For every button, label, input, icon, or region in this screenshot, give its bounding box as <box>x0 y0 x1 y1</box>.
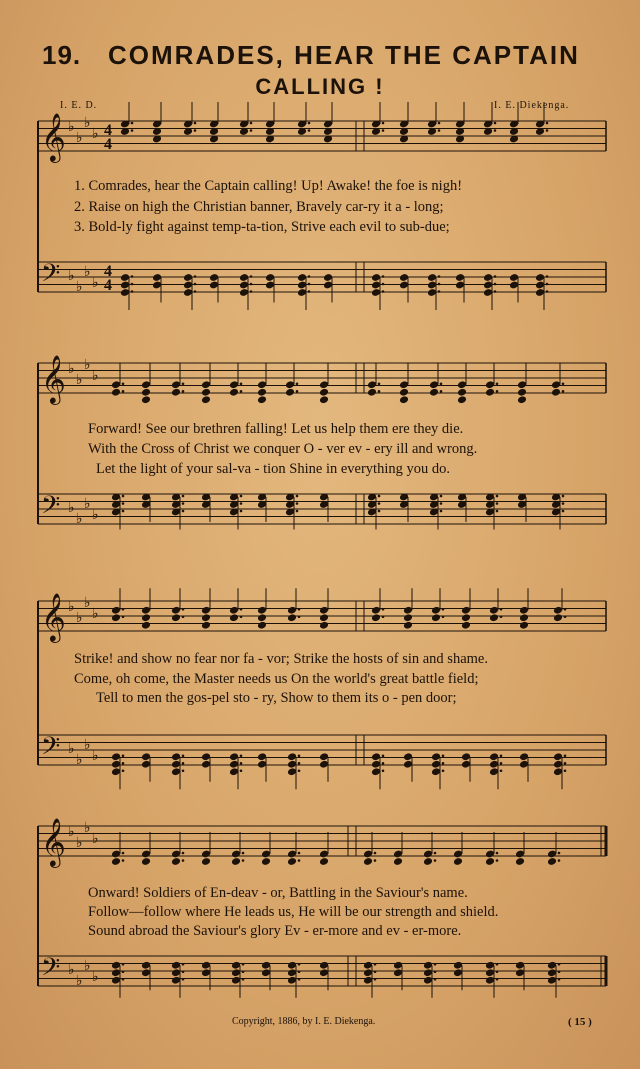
dot <box>562 510 565 513</box>
flat-icon: ♭ <box>92 748 99 764</box>
notehead <box>111 613 121 622</box>
notehead <box>141 388 151 397</box>
flat-icon: ♭ <box>84 958 91 974</box>
dot <box>546 290 549 293</box>
flat-icon: ♭ <box>76 973 83 989</box>
notehead <box>257 395 267 404</box>
dot <box>182 852 185 855</box>
dot <box>122 510 125 513</box>
flat-icon: ♭ <box>92 507 99 523</box>
dot <box>250 275 253 278</box>
dot <box>182 754 185 757</box>
dot <box>122 390 125 393</box>
dot <box>500 615 503 618</box>
flat-icon: ♭ <box>92 126 99 142</box>
composer-credit: I. E. Diekenga. <box>494 100 570 111</box>
dot <box>382 608 385 611</box>
dot <box>440 510 443 513</box>
dot <box>242 970 245 973</box>
flat-icon: ♭ <box>84 264 91 280</box>
dot <box>564 615 567 618</box>
dot <box>382 615 385 618</box>
dot <box>562 382 565 385</box>
notehead <box>393 857 403 866</box>
notehead <box>319 388 329 397</box>
flat-icon: ♭ <box>68 500 75 516</box>
dot <box>438 290 441 293</box>
dot <box>250 290 253 293</box>
dot <box>558 970 561 973</box>
dot <box>122 852 125 855</box>
notehead <box>171 857 181 866</box>
dot <box>382 769 385 772</box>
notehead <box>367 388 377 397</box>
dot <box>558 963 561 966</box>
dot <box>131 129 134 132</box>
flat-icon: ♭ <box>84 115 91 131</box>
notehead <box>229 613 239 622</box>
time-signature: 4 <box>104 263 112 280</box>
flat-icon: ♭ <box>84 496 91 512</box>
lyric-line: Forward! See our brethren falling! Let us help them ere they die. <box>88 421 464 437</box>
lyricist-credit: I. E. D. <box>60 100 98 111</box>
notehead <box>371 613 381 622</box>
dot <box>298 859 301 862</box>
dot <box>131 122 134 125</box>
dot <box>496 852 499 855</box>
notehead <box>141 395 151 404</box>
lyric-line: Follow—follow where He leads us, He will be our strength and shield. <box>88 904 499 920</box>
dot <box>122 502 125 505</box>
dot <box>496 970 499 973</box>
flat-icon: ♭ <box>84 595 91 611</box>
time-signature: 4 <box>104 277 112 294</box>
lyric-line: 1. Comrades, hear the Captain calling! Up! Awake! the foe is nigh! <box>74 178 463 194</box>
dot <box>500 762 503 765</box>
notehead <box>551 388 561 397</box>
dot <box>240 495 243 498</box>
notehead <box>261 857 271 866</box>
lyric-line: Sound abroad the Saviour's glory Ev - er-more and ev - er-more. <box>88 923 462 939</box>
dot <box>500 754 503 757</box>
dot <box>298 978 301 981</box>
lyric-line: Strike! and show no fear nor fa - vor; Strike the hosts of sin and shame. <box>74 651 488 667</box>
score-systems <box>38 102 606 998</box>
dot <box>242 852 245 855</box>
lyric-line: With the Cross of Christ we conquer O - ver ev - ery ill and wrong. <box>88 441 478 457</box>
notehead <box>399 388 409 397</box>
notehead <box>141 621 151 630</box>
dot <box>562 495 565 498</box>
flat-icon: ♭ <box>68 741 75 757</box>
dot <box>546 129 549 132</box>
treble-clef-icon: 𝄞 <box>41 592 66 641</box>
dot <box>296 510 299 513</box>
dot <box>240 390 243 393</box>
dot <box>296 495 299 498</box>
lyric-line: Come, oh come, the Master needs us On the world's great battle field; <box>74 671 479 687</box>
flat-icon: ♭ <box>68 268 75 284</box>
dot <box>496 382 499 385</box>
dot <box>564 608 567 611</box>
dot <box>378 390 381 393</box>
flat-icon: ♭ <box>92 969 99 985</box>
notehead <box>461 621 471 630</box>
treble-clef-icon: 𝄞 <box>41 354 66 403</box>
notehead <box>231 857 241 866</box>
dot <box>298 608 301 611</box>
dot <box>298 963 301 966</box>
notehead <box>399 395 409 404</box>
dot <box>240 615 243 618</box>
dot <box>564 769 567 772</box>
dot <box>564 754 567 757</box>
dot <box>500 769 503 772</box>
dot <box>438 122 441 125</box>
time-signature: 4 <box>104 136 112 153</box>
dot <box>374 970 377 973</box>
copyright-notice: Copyright, 1886, by I. E. Diekenga. <box>232 1016 376 1027</box>
notehead <box>229 388 239 397</box>
dot <box>308 122 311 125</box>
dot <box>440 495 443 498</box>
notehead <box>519 621 529 630</box>
dot <box>438 275 441 278</box>
dot <box>442 762 445 765</box>
flat-icon: ♭ <box>84 737 91 753</box>
dot <box>182 495 185 498</box>
dot <box>122 970 125 973</box>
dot <box>382 129 385 132</box>
dot <box>240 608 243 611</box>
dot <box>296 390 299 393</box>
notehead <box>517 388 527 397</box>
dot <box>240 762 243 765</box>
flat-icon: ♭ <box>76 752 83 768</box>
dot <box>122 963 125 966</box>
dot <box>434 970 437 973</box>
notehead <box>319 395 329 404</box>
dot <box>442 615 445 618</box>
dot <box>496 859 499 862</box>
dot <box>438 129 441 132</box>
flat-icon: ♭ <box>76 511 83 527</box>
dot <box>122 769 125 772</box>
notehead <box>403 613 413 622</box>
dot <box>434 852 437 855</box>
dot <box>122 859 125 862</box>
dot <box>558 852 561 855</box>
flat-icon: ♭ <box>68 119 75 135</box>
dot <box>182 608 185 611</box>
hymn-number: 19. <box>42 40 82 70</box>
dot <box>182 615 185 618</box>
dot <box>250 122 253 125</box>
dot <box>382 275 385 278</box>
dot <box>546 122 549 125</box>
bass-clef-icon: 𝄢 <box>41 259 61 294</box>
dot <box>182 502 185 505</box>
dot <box>122 495 125 498</box>
dot <box>434 859 437 862</box>
dot <box>182 859 185 862</box>
notehead <box>257 621 267 630</box>
dot <box>122 762 125 765</box>
dot <box>122 608 125 611</box>
dot <box>442 608 445 611</box>
dot <box>182 978 185 981</box>
page-number: ( 15 ) <box>568 1016 592 1028</box>
flat-icon: ♭ <box>68 824 75 840</box>
lyric-line: 3. Bold-ly fight against temp-ta-tion, Strive each evil to sub-due; <box>74 219 450 235</box>
dot <box>564 762 567 765</box>
dot <box>182 510 185 513</box>
notehead <box>287 857 297 866</box>
dot <box>562 502 565 505</box>
notehead <box>319 621 329 630</box>
notehead <box>319 857 329 866</box>
notehead <box>171 613 181 622</box>
dot <box>434 978 437 981</box>
flat-icon: ♭ <box>92 831 99 847</box>
dot <box>122 382 125 385</box>
notehead <box>547 857 557 866</box>
dot <box>298 615 301 618</box>
dot <box>182 762 185 765</box>
dot <box>494 122 497 125</box>
dot <box>242 978 245 981</box>
dot <box>182 963 185 966</box>
dot <box>442 754 445 757</box>
notehead <box>257 613 267 622</box>
flat-icon: ♭ <box>68 361 75 377</box>
flat-icon: ♭ <box>68 599 75 615</box>
dot <box>378 502 381 505</box>
dot <box>296 382 299 385</box>
hymn-title: COMRADES, HEAR THE CAPTAIN <box>108 40 580 70</box>
flat-icon: ♭ <box>92 368 99 384</box>
notehead <box>201 621 211 630</box>
dot <box>496 502 499 505</box>
dot <box>194 283 197 286</box>
bass-clef-icon: 𝄢 <box>41 491 61 526</box>
dot <box>374 852 377 855</box>
dot <box>382 283 385 286</box>
lyric-line: 2. Raise on high the Christian banner, Bravely car-ry it a - long; <box>74 199 444 215</box>
dot <box>194 290 197 293</box>
dot <box>382 290 385 293</box>
flat-icon: ♭ <box>76 610 83 626</box>
dot <box>131 290 134 293</box>
notehead <box>285 388 295 397</box>
flat-icon: ♭ <box>76 130 83 146</box>
notehead <box>517 395 527 404</box>
flat-icon: ♭ <box>76 279 83 295</box>
dot <box>440 502 443 505</box>
notehead <box>431 613 441 622</box>
notehead <box>457 388 467 397</box>
notehead <box>111 857 121 866</box>
dot <box>442 769 445 772</box>
time-signature: 4 <box>104 122 112 139</box>
dot <box>382 122 385 125</box>
notehead <box>287 613 297 622</box>
notehead <box>553 613 563 622</box>
lyric-line: Let the light of your sal-va - tion Shine in everything you do. <box>96 461 450 477</box>
flat-icon: ♭ <box>84 357 91 373</box>
dot <box>496 495 499 498</box>
dot <box>182 382 185 385</box>
dot <box>546 283 549 286</box>
dot <box>374 978 377 981</box>
lyric-line: Onward! Soldiers of En-deav - or, Battling in the Saviour's name. <box>88 885 468 901</box>
dot <box>240 510 243 513</box>
dot <box>374 963 377 966</box>
notehead <box>363 857 373 866</box>
dot <box>240 502 243 505</box>
dot <box>562 390 565 393</box>
dot <box>308 283 311 286</box>
dot <box>496 510 499 513</box>
dot <box>298 852 301 855</box>
notehead <box>489 613 499 622</box>
notehead <box>519 613 529 622</box>
dot <box>494 129 497 132</box>
notehead <box>201 857 211 866</box>
notehead <box>141 857 151 866</box>
dot <box>298 769 301 772</box>
dot <box>378 510 381 513</box>
dot <box>434 963 437 966</box>
notehead <box>319 613 329 622</box>
flat-icon: ♭ <box>92 606 99 622</box>
dot <box>494 290 497 293</box>
treble-clef-icon: 𝄞 <box>41 112 66 161</box>
dot <box>308 129 311 132</box>
notehead <box>457 395 467 404</box>
flat-icon: ♭ <box>92 275 99 291</box>
notehead <box>111 388 121 397</box>
notehead <box>141 613 151 622</box>
bass-clef-icon: 𝄢 <box>41 732 61 767</box>
dot <box>496 390 499 393</box>
flat-icon: ♭ <box>84 820 91 836</box>
dot <box>308 290 311 293</box>
notehead <box>429 388 439 397</box>
dot <box>131 283 134 286</box>
dot <box>374 859 377 862</box>
dot <box>298 754 301 757</box>
dot <box>240 382 243 385</box>
dot <box>194 129 197 132</box>
treble-clef-icon: 𝄞 <box>41 817 66 866</box>
dot <box>496 963 499 966</box>
dot <box>296 502 299 505</box>
dot <box>546 275 549 278</box>
notehead <box>461 613 471 622</box>
dot <box>122 754 125 757</box>
dot <box>378 382 381 385</box>
dot <box>240 769 243 772</box>
dot <box>382 762 385 765</box>
notehead <box>485 388 495 397</box>
dot <box>194 122 197 125</box>
dot <box>558 859 561 862</box>
dot <box>122 978 125 981</box>
dot <box>558 978 561 981</box>
dot <box>131 275 134 278</box>
bass-clef-icon: 𝄢 <box>41 953 61 988</box>
dot <box>182 390 185 393</box>
dot <box>440 382 443 385</box>
dot <box>250 283 253 286</box>
dot <box>242 963 245 966</box>
hymn-title-continued: CALLING ! <box>255 74 385 99</box>
dot <box>182 970 185 973</box>
notehead <box>423 857 433 866</box>
lyric-line: Tell to men the gos-pel sto - ry, Show to them its o - pen door; <box>96 690 457 706</box>
dot <box>122 615 125 618</box>
dot <box>438 283 441 286</box>
flat-icon: ♭ <box>76 372 83 388</box>
notehead <box>201 613 211 622</box>
notehead <box>485 857 495 866</box>
flat-icon: ♭ <box>68 962 75 978</box>
dot <box>496 978 499 981</box>
dot <box>500 608 503 611</box>
dot <box>308 275 311 278</box>
dot <box>242 859 245 862</box>
dot <box>382 754 385 757</box>
dot <box>182 769 185 772</box>
notehead <box>515 857 525 866</box>
dot <box>194 275 197 278</box>
dot <box>494 275 497 278</box>
notehead <box>201 388 211 397</box>
dot <box>240 754 243 757</box>
notehead <box>257 388 267 397</box>
notehead <box>201 395 211 404</box>
notehead <box>403 621 413 630</box>
dot <box>440 390 443 393</box>
flat-icon: ♭ <box>76 835 83 851</box>
dot <box>378 495 381 498</box>
notehead <box>171 388 181 397</box>
dot <box>250 129 253 132</box>
dot <box>494 283 497 286</box>
notehead <box>453 857 463 866</box>
dot <box>298 762 301 765</box>
dot <box>298 970 301 973</box>
